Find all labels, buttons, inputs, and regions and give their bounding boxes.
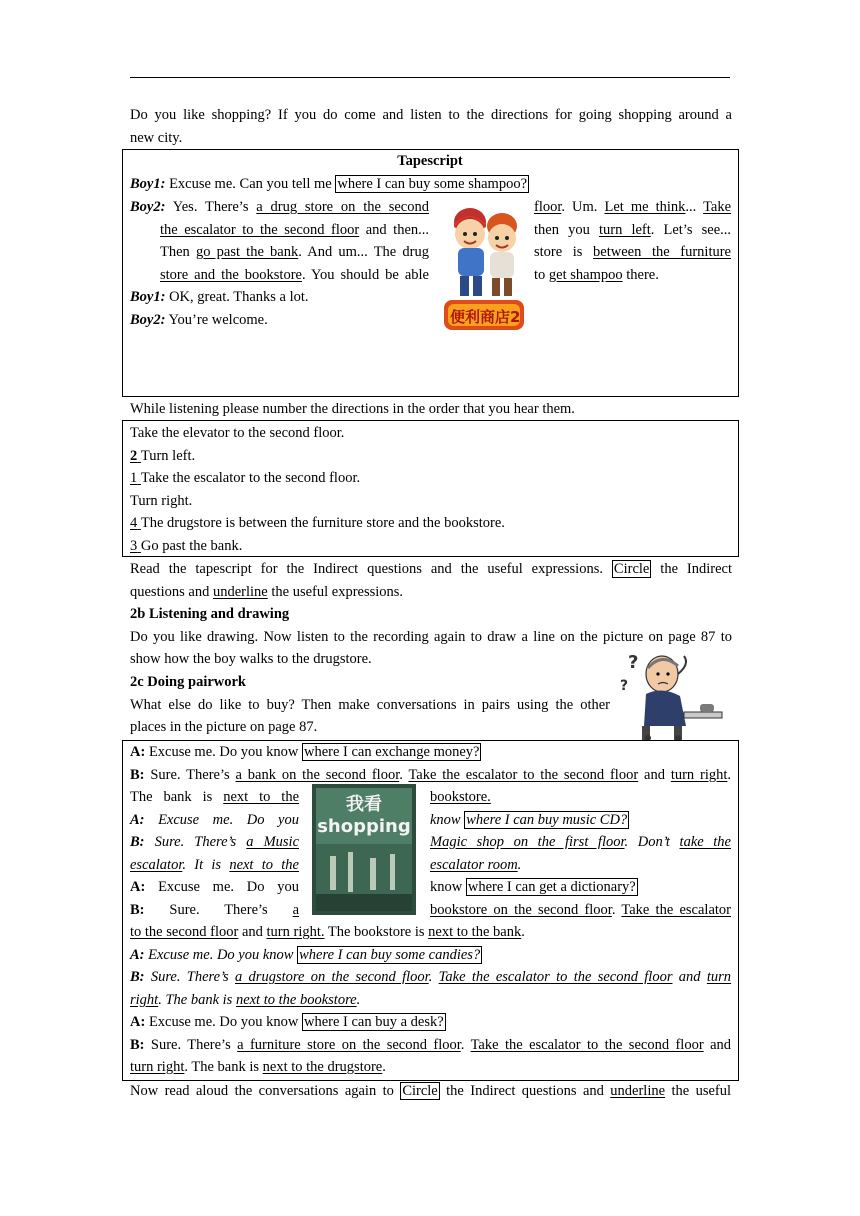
line-text: know (430, 812, 461, 828)
useful-expression: bookstore. (430, 789, 491, 805)
intro-line-2: new city. (130, 129, 183, 146)
useful-expression: get shampoo (548, 267, 623, 283)
useful-expression: store and the bookstore (160, 267, 302, 283)
conv2-line-b-right (430, 831, 731, 854)
speaker-a: A: (130, 1014, 146, 1030)
line-text: . Let’s see... (650, 222, 732, 238)
direction-text: Take the escalator to the second floor. (140, 470, 361, 487)
conv3-line-a-right (430, 876, 638, 898)
useful-expression: a Music (246, 834, 299, 850)
line-text: . And um... The drug (298, 244, 429, 260)
line-text: The bank is (130, 789, 213, 805)
directions-list (130, 422, 505, 558)
speaker-a: A: (130, 947, 145, 963)
speaker-a: A: (130, 812, 145, 828)
line-text: Excuse me. Do you (158, 812, 299, 828)
speaker-b: B: (130, 969, 145, 985)
line-text: store is (534, 244, 583, 260)
instruction-text: the Indirect questions and (446, 1083, 604, 1099)
underline-word: underline (212, 583, 268, 600)
speaker-boy2: Boy2: (130, 312, 166, 328)
thinking-man-image (618, 646, 724, 742)
intro-line-1: Do you like shopping? If you do come and listen to the directions for going shopping around a (130, 107, 732, 123)
useful-expression: Take the escalator (621, 902, 731, 918)
useful-expression: turn left (598, 222, 651, 238)
direction-text: The drugstore is between the furniture store and the bookstore. (140, 515, 505, 532)
direction-number: 2 (130, 447, 138, 464)
conv5-line-b: B: Sure. There’s a furniture store on the second floor. Take the escalator to the second floor and (130, 1037, 731, 1053)
speaker-b: B: (130, 834, 145, 850)
final-instruction (130, 1080, 731, 1103)
line-text: . Don’t (624, 834, 670, 850)
line-text: . Um. (561, 199, 598, 215)
useful-expression: next to the (223, 789, 300, 805)
useful-expression: bookstore on the second floor (430, 902, 612, 918)
line-text: Excuse me. Do you (158, 879, 299, 895)
line-text: You’re welcome. (168, 312, 268, 328)
image-logo-text: 便利商店2 (450, 308, 521, 326)
line-text: then you (534, 222, 590, 238)
conv5-line-c: turn right. The bank is next to the drugstore. (130, 1059, 386, 1075)
line-text: Sure. There’s (154, 834, 237, 850)
tapescript-line-6 (130, 286, 309, 308)
section-2c-heading: 2c Doing pairwork (130, 674, 246, 690)
direction-number: 4 (130, 515, 138, 532)
direction-text: Go past the bank. (140, 537, 243, 554)
tapescript-line-3a (160, 219, 429, 242)
tapescript-line-3b (534, 219, 731, 242)
line-text: to (534, 267, 546, 283)
instruction-text: the useful expressions. (271, 583, 404, 600)
tapescript-line-5a (160, 264, 429, 287)
useful-expression: right (130, 992, 159, 1008)
speaker-b: B: (130, 902, 145, 918)
useful-expression: Take the escalator to the second floor (408, 767, 639, 783)
conv2-line-c-left (130, 854, 299, 877)
line-text: and (710, 1037, 731, 1053)
line-text: Excuse me. Do you know (148, 744, 299, 760)
instruction-text: the Indirect (660, 561, 733, 577)
useful-expression: between the furniture (593, 244, 731, 260)
conv4-line-a (130, 944, 482, 966)
conv2-line-b-left (130, 831, 299, 854)
useful-expression: next to the bank (428, 924, 522, 940)
line-text: The bookstore is (327, 924, 425, 940)
conv2-line-a-right (430, 809, 629, 831)
line-text: Sure. There’s (150, 767, 230, 783)
line-text: Yes. There’s (172, 199, 249, 215)
line-text: . You should be able (301, 267, 429, 283)
indirect-question-circle: where I can exchange money? (303, 744, 480, 760)
line-text: . The bank is (158, 992, 233, 1008)
useful-expression: Take the escalator to the second floor (438, 969, 673, 985)
useful-expression: Take the escalator to the second floor (470, 1037, 704, 1053)
useful-expression: a (292, 902, 299, 918)
instruction-text: Now read aloud the conversations again to (130, 1083, 394, 1099)
direction-text: Take the elevator to the second floor. (130, 425, 345, 441)
line-text: Sure. (169, 902, 200, 918)
instruction-text: Read the tapescript for the Indirect questions and the useful expressions. (130, 561, 603, 577)
conv5-line-a (130, 1011, 446, 1033)
section-2c-line-2: places in the picture on page 87. (130, 719, 318, 736)
useful-expression: next to the drugstore (262, 1059, 383, 1075)
circle-word: Circle (613, 561, 650, 577)
useful-expression: turn (706, 969, 732, 985)
direction-item (130, 512, 505, 535)
svg-text:?: ? (628, 652, 639, 673)
tapescript-line-4b (534, 241, 731, 264)
conv1-line-a (130, 741, 481, 763)
conv3-line-a-left (130, 876, 299, 899)
section-2b-heading: 2b Listening and drawing (130, 606, 290, 622)
conv1-line-c-left (130, 786, 299, 809)
direction-number: 3 (130, 537, 138, 554)
useful-expression: a drug store on the second (256, 199, 429, 215)
useful-expression: take the (679, 834, 731, 850)
conv4-line-c: right. The bank is next to the bookstore. (130, 992, 361, 1008)
speaker-boy1: Boy1: (130, 289, 166, 305)
conv3-line-b-left (130, 899, 299, 922)
useful-expression: Let me think (604, 199, 686, 215)
tapescript-line-2b (534, 196, 731, 219)
instruction-text: the useful (671, 1083, 732, 1099)
tapescript-line-7 (130, 309, 268, 331)
book-title-en: shopping (317, 816, 411, 837)
speaker-b: B: (130, 1037, 145, 1053)
section-2b-line-2: show how the boy walks to the drugstore. (130, 651, 372, 668)
speaker-b: B: (130, 767, 145, 783)
tapescript-line-5b (534, 264, 659, 286)
tapescript-line-1 (130, 173, 529, 195)
instruction-text: questions and (130, 583, 210, 600)
indirect-question-circle: where I can buy a desk? (303, 1014, 444, 1030)
useful-expression: next to the bookstore (235, 992, 357, 1008)
circle-word: Circle (402, 1083, 438, 1099)
line-text: Then (160, 244, 190, 260)
useful-expression: Take (703, 199, 732, 215)
underline-word: underline (610, 1083, 666, 1099)
line-text: there. (626, 267, 659, 283)
indirect-question-circle: where I can buy music CD? (466, 812, 628, 828)
direction-item (130, 535, 505, 558)
useful-expression: Magic shop on the first floor (430, 834, 625, 850)
line-text: Excuse me. Can you tell me (169, 176, 332, 192)
line-text: Sure. There’s (150, 969, 229, 985)
line-text: know (430, 879, 463, 895)
tapescript-line-2a (130, 196, 429, 219)
line-text: There’s (224, 902, 268, 918)
conv4-line-b: B: Sure. There’s a drugstore on the second floor. Take the escalator to the second floor and turn (130, 969, 732, 985)
line-text: and (644, 767, 665, 783)
section-2b-line-1: Do you like drawing. Now listen to the recording again to draw a line on the picture on page 87 to (130, 628, 732, 645)
speaker-boy2: Boy2: (130, 199, 166, 215)
useful-expression: a furniture store on the second floor (237, 1037, 461, 1053)
useful-expression: a drugstore on the second floor (235, 969, 429, 985)
tapescript-title: Tapescript (397, 153, 463, 169)
header-rule (130, 77, 730, 78)
direction-text: Turn right. (130, 492, 193, 509)
useful-expression: escalator (130, 857, 183, 873)
speaker-a: A: (130, 744, 146, 760)
line-text: Excuse me. Do you know (148, 947, 294, 963)
line-text: OK, great. Thanks a lot. (169, 289, 309, 305)
useful-expression: floor (534, 199, 562, 215)
useful-expression: a bank on the second floor (235, 767, 400, 783)
useful-expression: escalator room (430, 857, 518, 873)
conv2-line-c-right: escalator room. (430, 857, 522, 873)
line-text: . The bank is (184, 1059, 260, 1075)
book-title-cn: 我看 (346, 794, 382, 815)
cartoon-kids-image (440, 200, 530, 334)
conv1-line-b: B: Sure. There’s a bank on the second floor. Take the escalator to the second floor and turn right. (130, 767, 732, 783)
line-text: . It is (182, 857, 222, 873)
indirect-question-circle: where I can buy some shampoo? (337, 176, 528, 192)
shopping-book-image (312, 784, 416, 915)
useful-expression: turn right. (266, 924, 325, 940)
speaker-a: A: (130, 879, 146, 895)
direction-text: Turn left. (140, 447, 196, 464)
useful-expression: next to the (229, 857, 299, 873)
svg-text:?: ? (620, 678, 629, 694)
direction-item (130, 422, 505, 445)
listening-instruction: While listening please number the directions in the order that you hear them. (130, 401, 575, 417)
tapescript-line-4a (160, 241, 429, 264)
conv3-line-b-right: bookstore on the second floor. Take the escalator (430, 902, 731, 918)
direction-item (130, 490, 505, 513)
direction-item (130, 445, 505, 468)
direction-number: 1 (130, 470, 138, 487)
conv2-line-a-left (130, 809, 299, 832)
line-text: Sure. There’s (150, 1037, 231, 1053)
line-text: Excuse me. Do you know (148, 1014, 299, 1030)
useful-expression: turn right (130, 1059, 185, 1075)
useful-expression: go past the bank (195, 244, 299, 260)
line-text: and (678, 969, 701, 985)
line-text: and then... (365, 222, 429, 238)
indirect-question-circle: where I can get a dictionary? (467, 879, 636, 895)
line-text: ... (685, 199, 697, 215)
speaker-boy1: Boy1: (130, 176, 166, 192)
section-2c-line-1: What else do like to buy? Then make conversations in pairs using the other (130, 696, 610, 713)
conv1-line-c-right (430, 786, 491, 808)
section-2c (130, 671, 610, 739)
useful-expression: turn right (670, 767, 728, 783)
line-text: and (241, 924, 263, 940)
direction-item (130, 467, 505, 490)
intro-paragraph (130, 104, 732, 149)
read-instruction (130, 558, 732, 603)
conv3-line-c: to the second floor and turn right. The bookstore is next to the bank. (130, 924, 525, 940)
indirect-question-circle: where I can buy some candies? (299, 947, 481, 963)
useful-expression: the escalator to the second floor (160, 222, 360, 238)
useful-expression: to the second floor (130, 924, 239, 940)
